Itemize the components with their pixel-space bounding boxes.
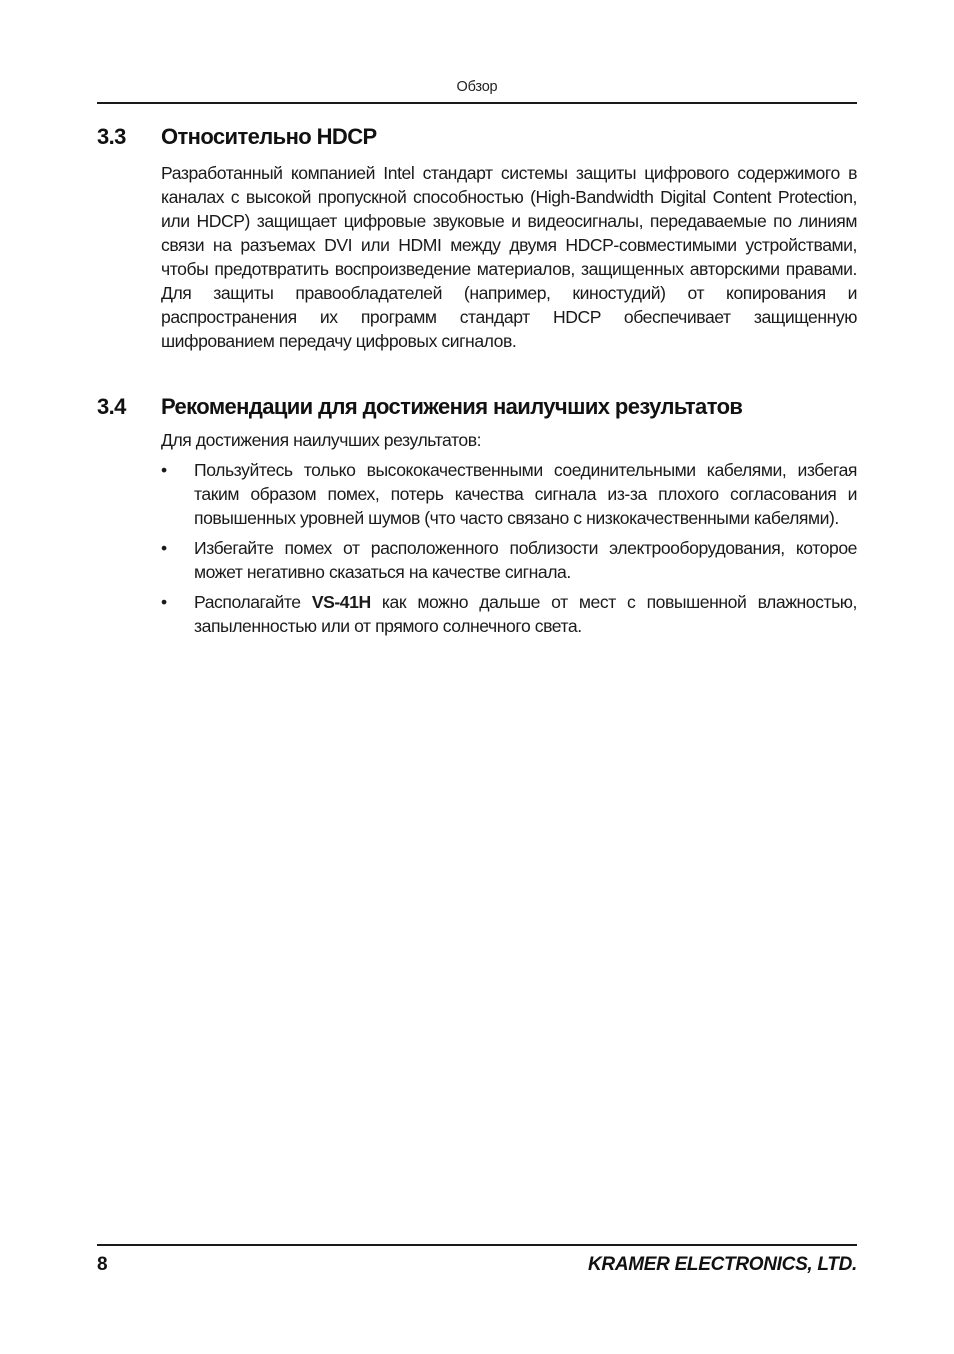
- list-item: [161, 590, 857, 638]
- bullet-icon: •: [161, 538, 167, 558]
- header-rule: [97, 102, 857, 104]
- section-number: 3.3: [97, 124, 126, 149]
- list-item: [161, 536, 857, 584]
- bullet-icon: •: [161, 592, 167, 612]
- list-item: [161, 458, 857, 530]
- product-name: VS-41H: [311, 592, 371, 612]
- bullet-icon: •: [161, 460, 167, 480]
- section-number: 3.4: [97, 394, 126, 419]
- company-name: KRAMER ELECTRONICS, LTD.: [588, 1254, 857, 1275]
- page-number: 8: [97, 1254, 108, 1275]
- section-title: Относительно HDCP: [161, 124, 377, 149]
- section-3-3-body: Разработанный компанией Intel стандарт системы защиты цифрового содержимого в каналах с высокой пропускной способностью (High-Bandwidth Digital Content Protection, или HDCP) защищает цифровые звуковые и видеосигналы, передаваемые по линиям связи на разъемах DVI или HDMI между двумя HDCP-совместимыми устройствами, чтобы предотвратить воспроизведение материалов, защищенных авторскими правами. Для защиты правообладателей (например, киностудий) от копирования и распространения их программ стандарт HDCP обеспечивает защищенную шифрованием передачу цифровых сигналов.: [161, 163, 857, 351]
- section-heading-3-4: [97, 394, 857, 420]
- section-3-4-intro: Для достижения наилучших результатов:: [161, 430, 482, 450]
- running-header: Обзор: [456, 79, 498, 95]
- list-item-text-before: Располагайте: [194, 592, 312, 612]
- recommendations-list: [161, 458, 857, 644]
- section-heading-3-3: [97, 124, 857, 150]
- list-item-text-after: как можно дальше от мест с повышенной влажностью, запыленностью или от прямого солнечного света.: [194, 592, 857, 636]
- footer-rule: [97, 1244, 857, 1246]
- list-item-text: Избегайте помех от расположенного поблизости электрооборудования, которое может негативно сказаться на качестве сигнала.: [194, 538, 857, 582]
- list-item-text: Пользуйтесь только высококачественными соединительными кабелями, избегая таким образом помех, потерь качества сигнала из-за плохого согласования и повышенных уровней шумов (что часто связано с низкокачественными кабелями).: [194, 460, 857, 528]
- section-title: Рекомендации для достижения наилучших результатов: [161, 394, 743, 419]
